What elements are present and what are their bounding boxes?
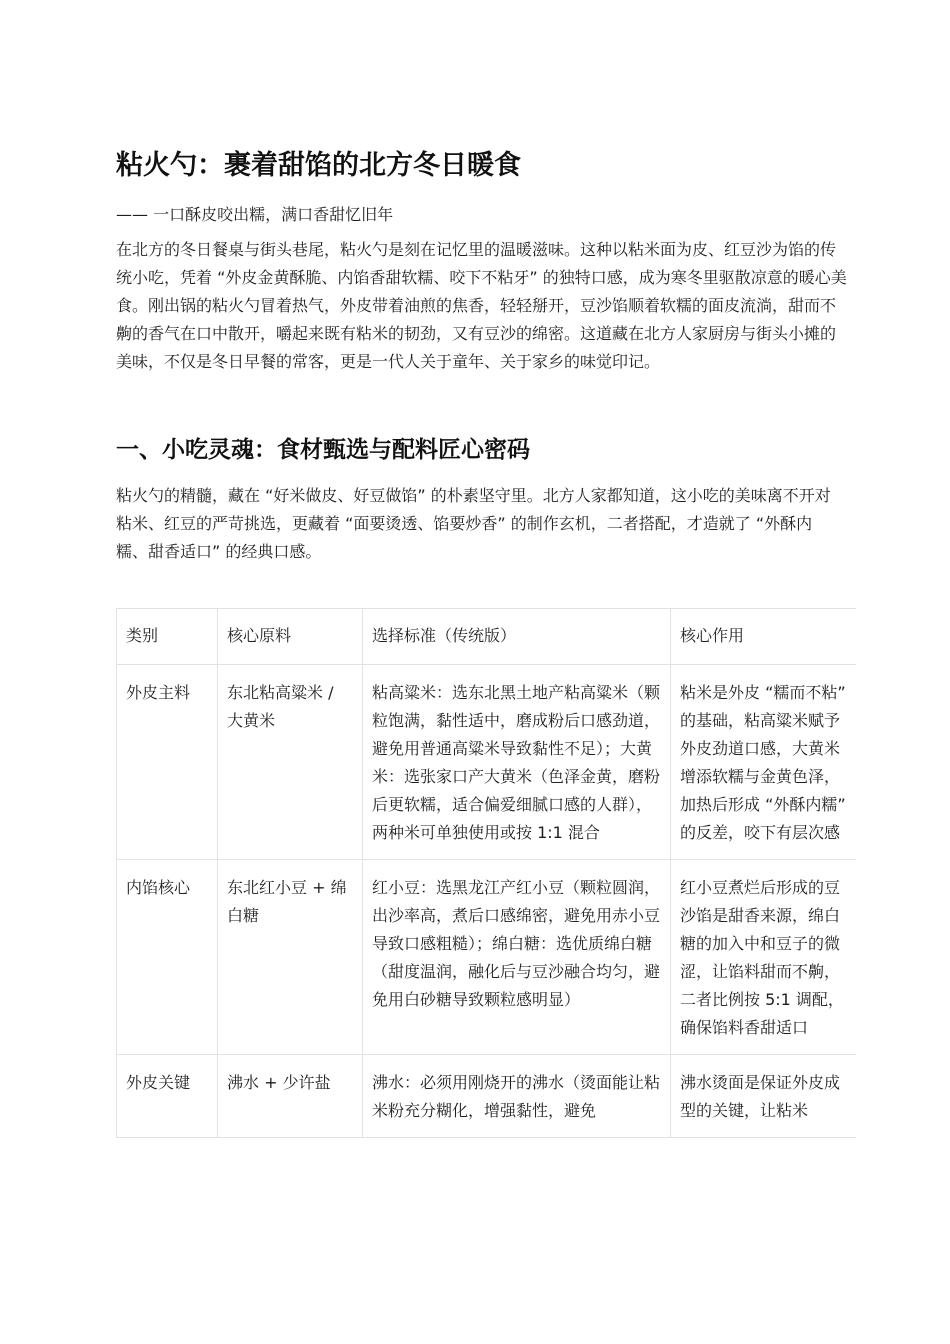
section-paragraph: 粘火勺的精髓，藏在 “好米做皮、好豆做馅” 的朴素坚守里。北方人家都知道，这小吃的美味离不开对粘米、红豆的严苛挑选，更藏着 “面要烫透、馅要炒香” 的制作玄机，二者搭配，才造就了 “外酥内糯、甜香适口” 的经典口感。 (116, 486, 831, 561)
table-cell: 东北红小豆 + 绵白糖 (218, 860, 363, 1055)
header-category: 类别 (117, 609, 218, 665)
table-cell: 红小豆：选黑龙江产红小豆（颗粒圆润，出沙率高，煮后口感绵密，避免用赤小豆导致口感粗糙）；绵白糖：选优质绵白糖（甜度温润，融化后与豆沙融合均匀，避免用白砂糖导致颗粒感明显） (363, 860, 671, 1055)
table-cell: 内馅核心 (117, 860, 218, 1055)
header-core-role: 核心作用 (671, 609, 857, 665)
table-cell: 沸水烫面是保证外皮成型的关键，让粘米 (671, 1055, 857, 1138)
article-subtitle: —— 一口酥皮咬出糯，满口香甜忆旧年 (116, 205, 394, 224)
table-header-row (117, 609, 857, 665)
section-heading: 一、小吃灵魂：食材甄选与配料匠心密码 (116, 437, 530, 463)
table-cell: 外皮主料 (117, 665, 218, 860)
table-cell: 粘米是外皮 “糯而不粘” 的基础，粘高粱米赋予外皮劲道口感，大黄米增添软糯与金黄色泽，加热后形成 “外酥内糯” 的反差，咬下有层次感 (671, 665, 857, 860)
table-cell: 粘高粱米：选东北黑土地产粘高粱米（颗粒饱满，黏性适中，磨成粉后口感劲道，避免用普通高粱米导致黏性不足）；大黄米：选张家口产大黄米（色泽金黄，磨粉后更软糯，适合偏爱细腻口感的人群），两种米可单独使用或按 1:1 混合 (363, 665, 671, 860)
ingredients-table (116, 608, 856, 1138)
article-title: 粘火勺：裹着甜馅的北方冬日暖食 (116, 150, 521, 181)
table-cell: 沸水：必须用刚烧开的沸水（烫面能让粘米粉充分糊化，增强黏性，避免 (363, 1055, 671, 1138)
header-core-ingredient: 核心原料 (218, 609, 363, 665)
table-row (117, 860, 857, 1055)
intro-paragraph: 在北方的冬日餐桌与街头巷尾，粘火勺是刻在记忆里的温暖滋味。这种以粘米面为皮、红豆沙为馅的传统小吃，凭着 “外皮金黄酥脆、内馅香甜软糯、咬下不粘牙” 的独特口感，成为寒冬里驱散凉意的暖心美食。刚出锅的粘火勺冒着热气，外皮带着油煎的焦香，轻轻掰开，豆沙馅顺着软糯的面皮流淌，甜而不齁的香气在口中散开，嚼起来既有粘米的韧劲，又有豆沙的绵密。这道藏在北方人家厨房与街头小摊的美味，不仅是冬日早餐的常客，更是一代人关于童年、关于家乡的味觉印记。 (116, 240, 847, 371)
table-row (117, 665, 857, 860)
header-selection-standard: 选择标准（传统版） (363, 609, 671, 665)
table-cell: 东北粘高粱米 / 大黄米 (218, 665, 363, 860)
table-cell: 红小豆煮烂后形成的豆沙馅是甜香来源，绵白糖的加入中和豆子的微涩，让馅料甜而不齁，二者比例按 5:1 调配，确保馅料香甜适口 (671, 860, 857, 1055)
table-cell: 沸水 + 少许盐 (218, 1055, 363, 1138)
table-row (117, 1055, 857, 1138)
ingredients-table-container (116, 608, 856, 1202)
table-cell: 外皮关键 (117, 1055, 218, 1138)
